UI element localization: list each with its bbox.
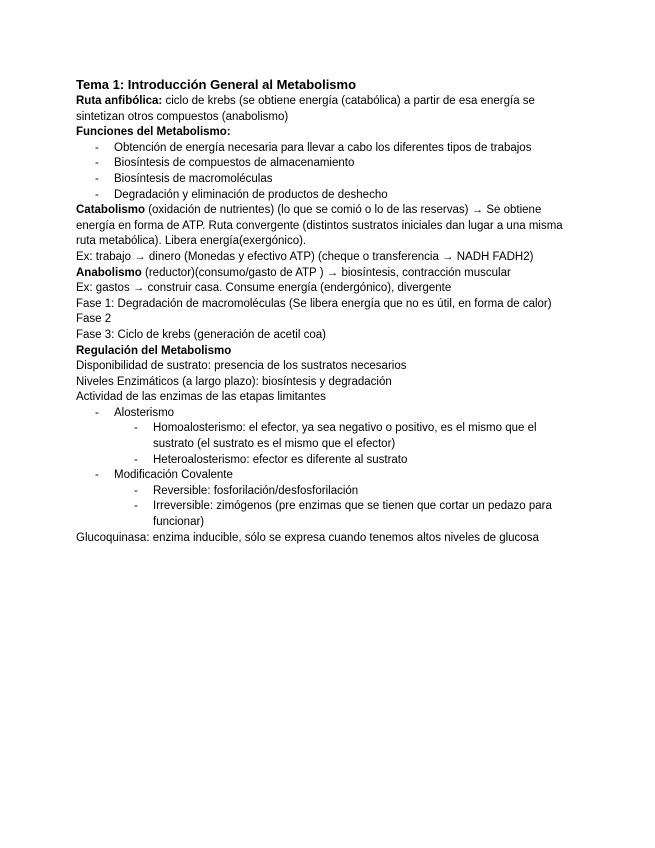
bullet-dash: - — [95, 469, 99, 482]
ruta-anfibolica-label: Ruta anfibólica: — [76, 95, 163, 107]
bullet-dash: - — [134, 422, 138, 435]
fase-1: Fase 1: Degradación de macromoléculas (Se libera energía que no es útil, en forma de calor) — [76, 297, 552, 310]
catabolismo-example: Ex: trabajo → dinero (Monedas y efectivo ATP) (cheque o transferencia → NADH FADH2) — [76, 250, 534, 263]
anabolismo-example: Ex: gastos → construir casa. Consume energía (endergónico), divergente — [76, 282, 452, 295]
funciones-heading: Funciones del Metabolismo: — [76, 126, 231, 139]
bullet-dash: - — [95, 141, 99, 154]
document-title: Tema 1: Introducción General al Metabolismo — [76, 77, 357, 92]
regulacion-heading: Regulación del Metabolismo — [76, 344, 232, 357]
covalente-item: - Modificación Covalente — [76, 468, 576, 484]
funciones-item: - Biosíntesis de compuestos de almacenamiento — [76, 156, 576, 172]
alosterismo-item: - Alosterismo — [76, 406, 576, 422]
bullet-dash: - — [95, 188, 99, 201]
ruta-anfibolica-text: ciclo de krebs (se obtiene energía (catabólica) a partir de esa energía se sintetizan otros compuestos (anabolismo) — [76, 95, 535, 123]
anabolismo-label: Anabolismo — [76, 266, 142, 279]
anabolismo-text: (reductor)(consumo/gasto de ATP ) → biosíntesis, contracción muscular — [141, 266, 511, 279]
bullet-dash: - — [95, 406, 99, 419]
funciones-item: - Obtención de energía necesaria para llevar a cabo los diferentes tipos de trabajos — [76, 141, 576, 157]
funciones-item: - Biosíntesis de macromoléculas — [76, 172, 576, 188]
bullet-dash: - — [95, 172, 99, 185]
alosterismo-subitem: - Heteroalosterismo: efector es diferente al sustrato — [76, 453, 576, 469]
alosterismo-subitem: - Homoalosterismo: el efector, ya sea negativo o positivo, es el mismo que el sustrato (el sustrato es el mismo que el efector) — [134, 422, 537, 451]
bullet-dash: - — [95, 157, 99, 170]
catabolismo-text: (oxidación de nutrientes) (lo que se comió o lo de las reservas) → Se obtiene energía en forma de ATP. Ruta convergente (distintos sustratos iniciales dan lugar a una misma ruta metabólica). Libera energía(exergónico). — [76, 204, 563, 248]
bullet-dash: - — [134, 484, 138, 497]
glucoquinasa-line: Glucoquinasa: enzima inducible, sólo se expresa cuando tenemos altos niveles de glucosa — [76, 531, 539, 544]
ruta-anfibolica-paragraph — [76, 94, 576, 125]
fase-2: Fase 2 — [76, 313, 112, 326]
document-page — [76, 77, 576, 546]
bullet-dash: - — [134, 453, 138, 466]
funciones-item: - Degradación y eliminación de productos de deshecho — [76, 188, 576, 204]
covalente-subitem: - Irreversible: zimógenos (pre enzimas que se tienen que cortar un pedazo para funcionar) — [134, 500, 552, 529]
regulacion-line: Actividad de las enzimas de las etapas limitantes — [76, 391, 326, 404]
catabolismo-label: Catabolismo — [76, 204, 146, 217]
fase-3: Fase 3: Ciclo de krebs (generación de acetil coa) — [76, 328, 326, 341]
regulacion-line: Disponibilidad de sustrato: presencia de los sustratos necesarios — [76, 360, 407, 373]
covalente-subitem: - Reversible: fosforilación/desfosforilación — [76, 484, 576, 500]
bullet-dash: - — [134, 500, 138, 513]
anabolismo-paragraph — [76, 266, 576, 282]
catabolismo-paragraph — [76, 203, 576, 250]
regulacion-line: Niveles Enzimáticos (a largo plazo): biosíntesis y degradación — [76, 375, 392, 388]
